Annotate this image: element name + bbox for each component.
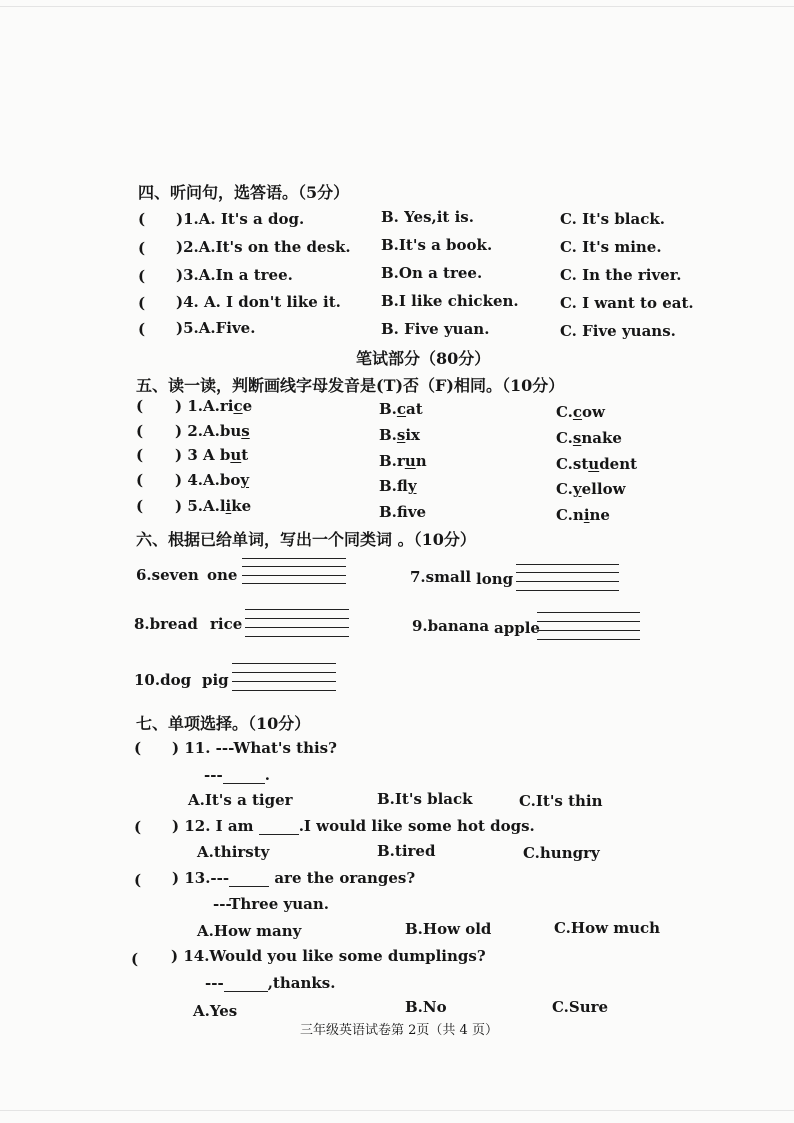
question-option-c: C. In the river. [560,266,682,284]
question-13 [172,869,415,887]
item-label: 9.banana [412,617,490,635]
phonics-option-b [379,477,417,495]
phonics-option-a [175,446,248,464]
answer-paren: ( [138,267,146,285]
phonics-option-a [175,497,251,515]
question-number: ) 3 A [175,446,220,464]
underlined-letter: y [240,471,250,489]
word-part: B.f [379,503,408,521]
writing-line[interactable] [242,558,346,559]
question-text: ) 13.--- [172,869,230,887]
writing-line[interactable] [245,636,349,637]
answer-blank[interactable] [224,991,268,992]
word-part: ow [582,403,605,421]
writing-line[interactable] [516,572,619,573]
item-label: 7.small [410,568,472,586]
question-option-b: B.On a tree. [381,264,483,282]
question-option-c: C. I want to eat. [560,294,694,312]
section-4-title: 四、听问句，选答语。（5分） [138,183,350,202]
word-part: C. [556,480,573,498]
question-option-b: B. Yes,it is. [381,208,474,226]
underlined-letter: s [241,422,250,440]
question-option-a: )1.A. It's a dog. [176,210,305,228]
writing-line[interactable] [537,621,640,622]
period: . [264,766,270,784]
question-option-a: )4. A. I don't like it. [176,293,341,311]
question-option-b: B.It's a book. [381,236,493,254]
question-14-answer [205,974,335,992]
word-part: b [219,446,231,464]
answer-paren: ( [138,210,146,228]
phonics-option-c [556,506,610,524]
phonics-option-b [379,503,426,521]
item-word: apple [494,619,540,637]
phonics-option-c [556,403,605,421]
word-part: l [219,497,226,515]
scan-artifact-bottom [0,1110,794,1111]
word-part: C.n [556,506,584,524]
writing-line[interactable] [537,630,640,631]
phonics-option-c [556,455,637,473]
item-word: one [207,566,238,584]
question-option-b: B. Five yuan. [381,320,490,338]
writing-line[interactable] [232,672,336,673]
word-part: C. [556,403,573,421]
underlined-letter: i [225,497,232,515]
option-a: A.thirsty [197,843,270,861]
item-label: 6.seven [136,566,199,584]
underlined-letter: c [572,403,583,421]
word-part: n [415,452,427,470]
dash: --- [205,974,224,992]
option-b: B.How old [405,920,492,938]
phonics-option-c [556,429,622,447]
underlined-letter: c [233,397,243,415]
writing-line[interactable] [242,566,346,567]
section-5-title: 五、读一读，判断画线字母发音是(T)否（F)相同。（10分） [136,376,565,395]
question-text: are the oranges? [274,869,416,887]
item-label: 10.dog [134,671,192,689]
phonics-option-c [556,480,625,498]
answer-paren: ( [138,294,146,312]
word-part: B.r [379,452,405,470]
writing-line[interactable] [242,575,346,576]
question-text: .I would like some hot dogs. [298,817,535,835]
question-number: ) 4.A. [175,471,220,489]
word-part: bo [219,471,241,489]
question-13-reply: ---Three yuan. [213,895,329,913]
page-footer: 三年级英语试卷第 2页（共 4 页） [300,1023,498,1038]
word-part: ellow [581,480,626,498]
item-label: 8.bread [134,615,198,633]
underlined-letter: u [404,452,416,470]
question-14: ) 14.Would you like some dumplings? [171,947,486,965]
item-word: pig [202,671,229,689]
writing-line[interactable] [516,590,619,591]
option-c: C.hungry [523,844,600,862]
underlined-letter: c [396,400,407,418]
writing-line[interactable] [516,581,619,582]
phonics-option-a [175,422,250,440]
answer-paren: ( [131,950,139,968]
option-b: B.No [405,998,447,1016]
question-text: ,thanks. [267,974,336,992]
question-11-answer [204,766,270,784]
option-a: A.How many [197,922,302,940]
underlined-letter: u [588,455,600,473]
underlined-letter: s [572,429,582,447]
writing-line[interactable] [537,612,640,613]
option-b: B.It's black [377,790,473,808]
question-12 [172,817,535,835]
word-part: B. [379,400,397,418]
answer-paren: ( [136,471,144,489]
section-6-title: 六、根据已给单词，写出一个同类词 。（10分） [136,530,476,549]
answer-paren: ( [136,422,144,440]
option-a: A.It's a tiger [188,791,293,809]
underlined-letter: y [407,477,417,495]
word-part: at [406,400,423,418]
writing-line[interactable] [232,690,336,691]
question-option-b: B.I like chicken. [381,292,519,310]
question-option-c: C. It's black. [560,210,665,228]
word-part: ne [589,506,610,524]
option-c: C.How much [554,919,661,937]
question-text: ) 12. I am [172,817,254,835]
scan-artifact-top [0,6,794,7]
question-option-c: C. It's mine. [560,238,662,256]
writing-line[interactable] [537,639,640,640]
answer-paren: ( [134,818,142,836]
word-part: ke [231,497,252,515]
answer-paren: ( [136,446,144,464]
item-word: long [476,570,514,588]
phonics-option-b [379,426,420,444]
answer-paren: ( [134,739,142,757]
underlined-letter: s [396,426,406,444]
word-part: e [242,397,253,415]
word-part: t [241,446,249,464]
question-option-a: )3.A.In a tree. [176,266,293,284]
writing-line[interactable] [245,618,349,619]
writing-line[interactable] [232,681,336,682]
writing-line[interactable] [232,663,336,664]
answer-blank[interactable] [223,783,265,784]
question-number: ) 2.A. [175,422,220,440]
answer-paren: ( [136,497,144,515]
dash: --- [204,766,223,784]
question-option-c: C. Five yuans. [560,322,676,340]
answer-paren: ( [138,320,146,338]
word-part: ix [405,426,421,444]
word-part: ve [407,503,427,521]
underlined-letter: y [572,480,582,498]
option-a: A.Yes [193,1002,238,1020]
answer-blank[interactable] [229,886,269,887]
written-part-heading: 笔试部分（80分） [356,349,491,368]
item-word: rice [210,615,243,633]
writing-line[interactable] [245,627,349,628]
phonics-option-b [379,452,427,470]
option-c: C.Sure [552,998,609,1016]
answer-paren: ( [136,397,144,415]
word-part: C.st [556,455,589,473]
word-part: C. [556,429,573,447]
word-part: dent [599,455,638,473]
word-part: B.fl [379,477,408,495]
option-c: C.It's thin [519,792,603,810]
word-part: bu [219,422,242,440]
answer-paren: ( [134,871,142,889]
section-7-title: 七、单项选择。（10分） [136,714,311,733]
question-number: ) 5.A. [175,497,220,515]
writing-line[interactable] [245,609,349,610]
phonics-option-a [175,397,252,415]
phonics-option-a [175,471,249,489]
writing-line[interactable] [516,564,619,565]
word-part: ri [219,397,234,415]
writing-line[interactable] [242,583,346,584]
question-number: ) 1.A. [175,397,220,415]
option-b: B.tired [377,842,436,860]
word-part: nake [581,429,622,447]
underlined-letter: i [583,506,590,524]
question-option-a: )2.A.It's on the desk. [176,238,351,256]
phonics-option-b [379,400,423,418]
question-11: ) 11. ---What's this? [172,739,337,757]
question-option-a: )5.A.Five. [176,319,256,337]
answer-blank[interactable] [259,834,299,835]
underlined-letter: u [230,446,242,464]
word-part: B. [379,426,397,444]
answer-paren: ( [138,239,146,257]
